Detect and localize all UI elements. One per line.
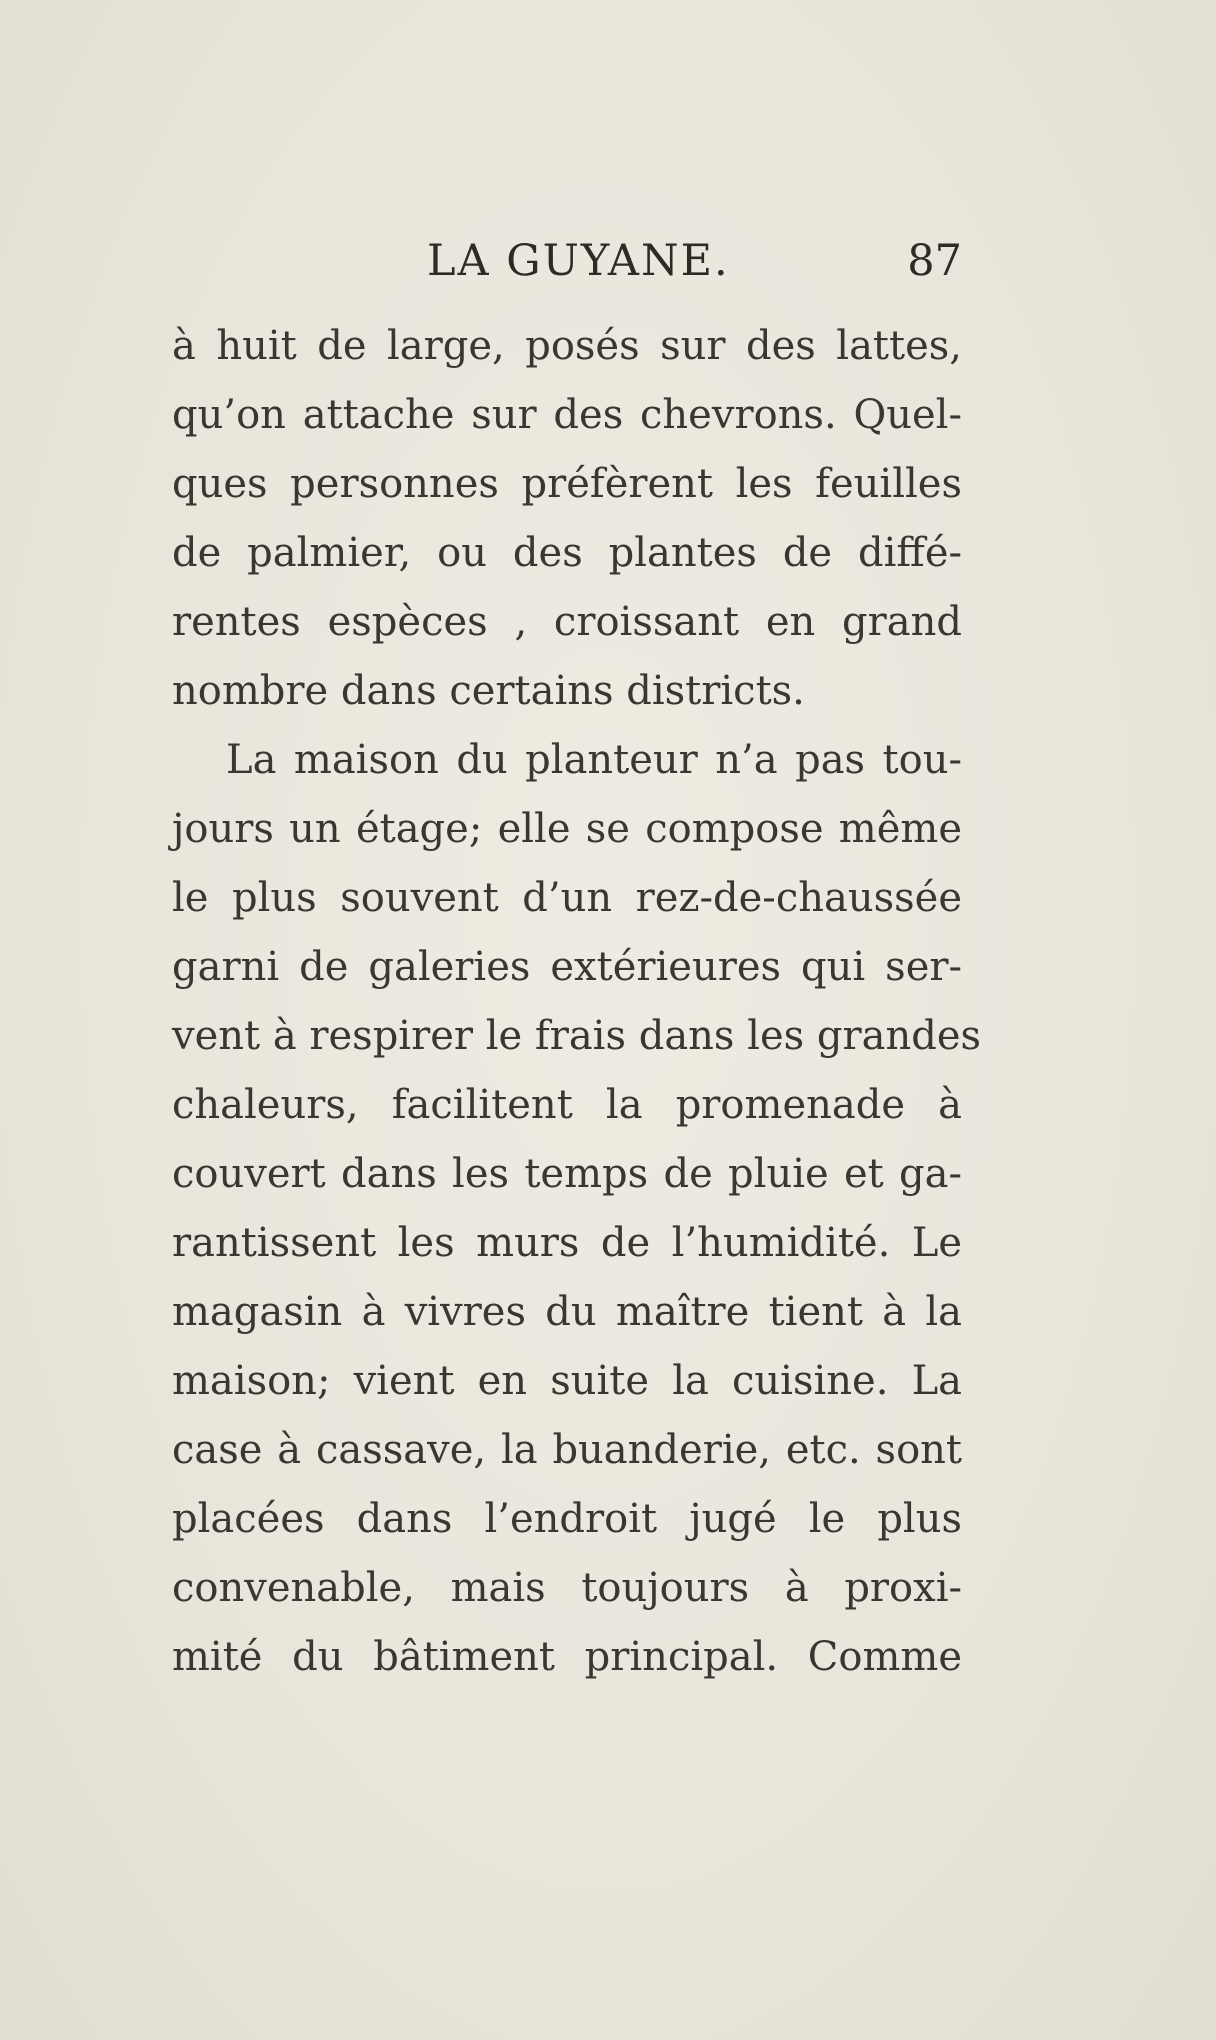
page-number: 87 xyxy=(907,236,962,286)
text-line: magasin à vivres du maître tient à la xyxy=(172,1289,962,1335)
text-line: convenable, mais toujours à proxi- xyxy=(172,1565,962,1611)
text-line-paragraph-start: La maison du planteur n’a pas tou- xyxy=(226,737,962,783)
text-line: qu’on attache sur des chevrons. Quel- xyxy=(172,392,962,438)
text-line: rantissent les murs de l’humidité. Le xyxy=(172,1220,962,1266)
text-line: le plus souvent d’un rez-de-chaussée xyxy=(172,875,962,921)
text-line: placées dans l’endroit jugé le plus xyxy=(172,1496,962,1542)
text-line: de palmier, ou des plantes de diffé- xyxy=(172,530,962,576)
running-title: LA GUYANE. xyxy=(427,236,730,286)
text-line: mité du bâtiment principal. Comme xyxy=(172,1634,962,1680)
text-line: maison; vient en suite la cuisine. La xyxy=(172,1358,962,1404)
text-line: jours un étage; elle se compose même xyxy=(172,806,962,852)
text-line: case à cassave, la buanderie, etc. sont xyxy=(172,1427,962,1473)
text-line: chaleurs, facilitent la promenade à xyxy=(172,1082,962,1128)
text-line: couvert dans les temps de pluie et ga- xyxy=(172,1151,962,1197)
body-text xyxy=(172,312,982,1692)
text-line: garni de galeries extérieures qui ser- xyxy=(172,944,962,990)
running-head xyxy=(172,236,962,296)
text-line-paragraph-end: nombre dans certains districts. xyxy=(172,668,805,714)
text-line: rentes espèces , croissant en grand xyxy=(172,599,962,645)
text-line: à huit de large, posés sur des lattes, xyxy=(172,323,962,369)
text-line: ques personnes préfèrent les feuilles xyxy=(172,461,962,507)
text-line: vent à respirer le frais dans les grandes xyxy=(172,1013,982,1059)
